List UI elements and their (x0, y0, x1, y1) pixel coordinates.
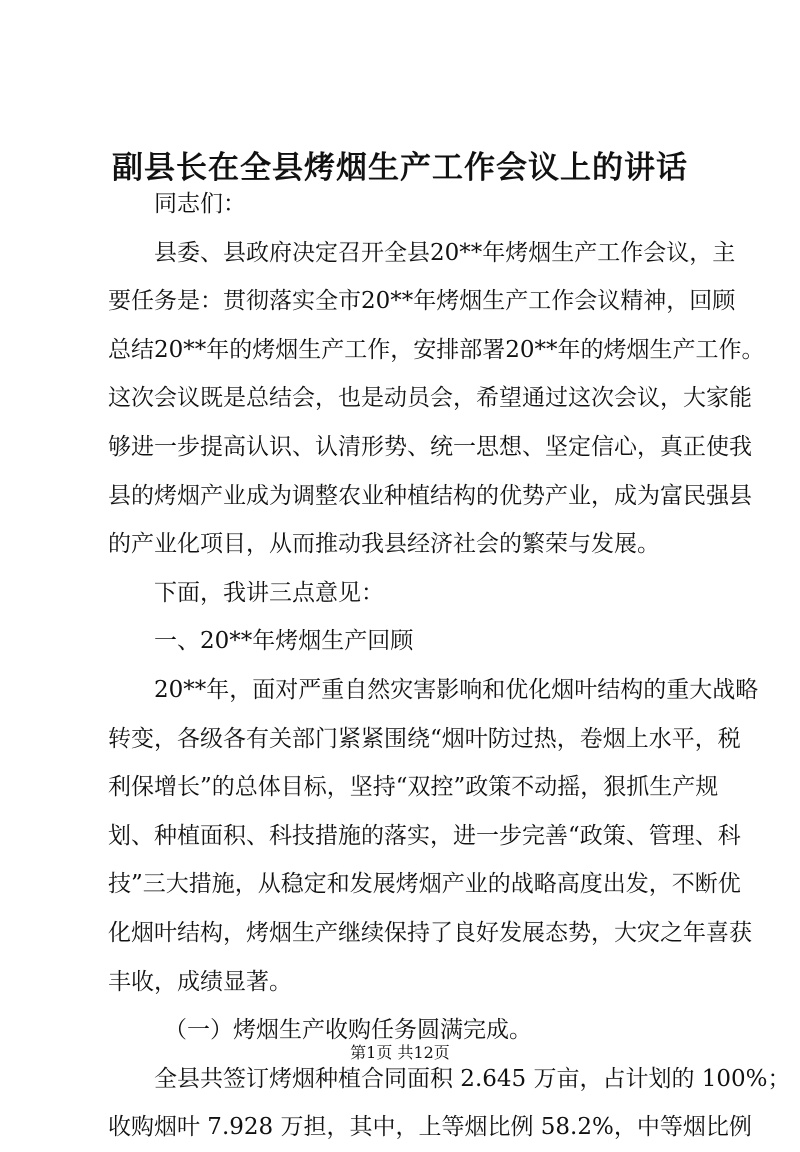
paragraph-line: 够进一步提高认识、认清形势、统一思想、坚定信心，真正使我 (108, 433, 752, 460)
paragraph-line: 20**年，面对严重自然灾害影响和优化烟叶结构的重大战略 (154, 676, 759, 703)
subsection-heading: （一）烤烟生产收购任务圆满完成。 (164, 1017, 532, 1044)
paragraph-line: 下面，我讲三点意见： (154, 579, 384, 606)
paragraph-line: 转变，各级各有关部门紧紧围绕“烟叶防过热，卷烟上水平，税 (108, 725, 741, 752)
page-number-footer: 第1页 共12页 (350, 1043, 450, 1062)
paragraph-line: 丰收，成绩显著。 (108, 968, 292, 995)
section-heading: 一、20**年烤烟生产回顾 (154, 628, 414, 655)
paragraph-line: 全县共签订烤烟种植合同面积 2.645 万亩，占计划的 100%； (154, 1065, 791, 1092)
paragraph-line: 的产业化项目，从而推动我县经济社会的繁荣与发展。 (108, 531, 660, 558)
salutation-line: 同志们： (154, 191, 246, 217)
paragraph-line: 总结20**年的烤烟生产工作，安排部署20**年的烤烟生产工作。 (108, 336, 765, 363)
document-body (108, 180, 791, 1152)
paragraph-line: 技”三大措施，从稳定和发展烤烟产业的战略高度出发，不断优 (108, 871, 741, 898)
paragraph-line: 划、种植面积、科技措施的落实，进一步完善“政策、管理、科 (108, 822, 741, 849)
paragraph-line: 县的烤烟产业成为调整农业种植结构的优势产业，成为富民强县 (108, 482, 752, 509)
paragraph-line: 化烟叶结构，烤烟生产继续保持了良好发展态势，大灾之年喜获 (108, 919, 752, 946)
paragraph-line: 收购烟叶 7.928 万担，其中，上等烟比例 58.2%，中等烟比例 (108, 1114, 752, 1141)
paragraph-line: 要任务是：贯彻落实全市20**年烤烟生产工作会议精神，回顾 (108, 288, 736, 315)
paragraph-line: 县委、县政府决定召开全县20**年烤烟生产工作会议，主 (154, 239, 736, 266)
paragraph-line: 这次会议既是总结会，也是动员会，希望通过这次会议，大家能 (108, 385, 752, 412)
document-title: 副县长在全县烤烟生产工作会议上的讲话 (112, 150, 688, 186)
paragraph-line: 利保增长”的总体目标，坚持“双控”政策不动摇，狠抓生产规 (108, 774, 719, 801)
